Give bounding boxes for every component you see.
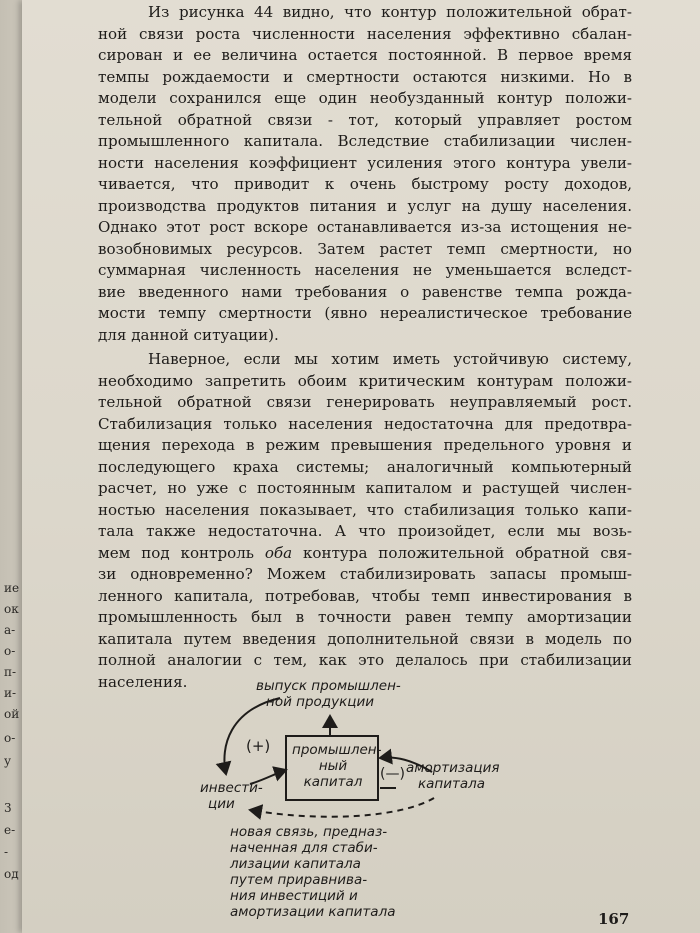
text-line: вие введенного нами требования о равенстве темпа рожда- <box>98 282 632 301</box>
body-text <box>98 2 632 693</box>
text-line: мем под контроль оба контура положительной обратной свя- <box>98 543 632 562</box>
new-link-label-line: ния инвестиций и <box>230 888 358 904</box>
text-line: последующего краха системы; аналогичный компьютерный <box>98 457 632 476</box>
text-line: ностью населения показывает, что стабилизация только капи- <box>98 500 632 519</box>
text-line: капитала путем введения дополнительной связи в модель по <box>98 629 632 648</box>
text-line: щения перехода в режим превышения предельного уровня и <box>98 436 632 454</box>
margin-fragment: п- <box>4 665 17 679</box>
text-line: промышленного капитала. Вследствие стабилизации числен- <box>98 132 632 150</box>
box-label-line: ный <box>318 758 348 774</box>
output-label-line: ной продукции <box>266 694 375 710</box>
facing-page-edge <box>0 0 20 933</box>
margin-fragment: е- <box>4 823 16 837</box>
emphasis: оба <box>264 543 293 562</box>
new-link-label-line: лизации капитала <box>230 856 361 872</box>
text-line: чивается, что приводит к очень быстрому росту доходов, <box>98 175 632 193</box>
margin-fragment: ок <box>4 602 19 616</box>
depreciation-label-line: капитала <box>418 776 486 792</box>
text-line: расчет, но уже с постоянным капиталом и растущей числен- <box>98 479 632 497</box>
text-line: Однако этот рост вскоре останавливается из-за истощения не- <box>98 218 632 236</box>
text-line: Наверное, если мы хотим иметь устойчивую систему, <box>148 350 632 368</box>
text-line: суммарная численность населения не уменьшается вследст- <box>98 261 632 279</box>
output-label-line: выпуск промышлен- <box>256 678 401 694</box>
paragraph-2 <box>98 349 632 693</box>
depreciation-label <box>406 760 499 792</box>
text-line: полной аналогии с тем, как это делалось при стабилизации <box>98 651 632 669</box>
margin-fragment: - <box>4 845 9 859</box>
text-line: Стабилизация только населения недостаточна для предотвра- <box>98 414 632 433</box>
investment-label-line: инвести- <box>200 780 263 796</box>
text-line: Из рисунка 44 видно, что контур положительной обрат- <box>148 3 632 21</box>
text-line: ной связи роста численности населения эффективно сбалан- <box>98 24 632 43</box>
text-line: возобновимых ресурсов. Затем растет темп смертности, но <box>98 239 632 258</box>
margin-fragment: у <box>4 754 12 768</box>
causal-loop-diagram <box>200 676 500 920</box>
text-line: необходимо запретить обоим критическим контурам положи- <box>98 371 632 390</box>
text-line: промышленность был в точности равен темпу амортизации <box>98 608 632 626</box>
margin-fragment: ие <box>4 581 20 595</box>
new-link-label-line: амортизации капитала <box>230 904 396 920</box>
margin-fragment: и- <box>4 686 17 700</box>
text-line: производства продуктов питания и услуг на душу населения. <box>98 196 632 215</box>
text-line: сирован и ее величина остается постоянной. В первое время <box>98 46 632 64</box>
box-label-line: капитал <box>303 774 363 790</box>
margin-fragment: о- <box>4 644 16 658</box>
text-line: зи одновременно? Можем стабилизировать запасы промыш- <box>98 565 632 583</box>
text-line: населения. <box>98 672 188 691</box>
depreciation-label-line: амортизация <box>406 760 500 776</box>
negative-sign: (—) <box>380 766 405 782</box>
margin-fragment: од <box>4 867 19 881</box>
output-label <box>256 678 401 710</box>
text-line: тала также недостаточна. А что произойдет, если мы возь- <box>98 522 632 540</box>
margin-fragment: а- <box>4 623 16 637</box>
margin-fragment: о- <box>4 731 16 745</box>
text-line: мости темпу смертности (явно нереалистическое требование <box>98 304 632 322</box>
margin-fragment: 3 <box>4 801 12 815</box>
new-link-label-line: наченная для стаби- <box>230 840 378 856</box>
margin-fragment: ой <box>4 707 20 721</box>
text-line: модели сохранился еще один необузданный контур положи- <box>98 89 632 107</box>
text-line: для данной ситуации). <box>98 325 279 344</box>
text-line: ности населения коэффициент усиления этого контура увели- <box>98 153 632 172</box>
box-label-line: промышлен- <box>292 742 382 758</box>
new-link-label-line: новая связь, предназ- <box>230 824 388 840</box>
paragraph-1 <box>98 2 632 346</box>
text-line: темпы рождаемости и смертности остаются низкими. Но в <box>98 67 632 86</box>
investment-label-line: ции <box>208 796 235 812</box>
page-number: 167 <box>598 910 630 928</box>
new-link-label-line: путем приравнива- <box>230 872 368 888</box>
investment-label <box>200 780 263 812</box>
book-page <box>22 0 700 933</box>
text-line: ленного капитала, потребовав, чтобы темп инвестирования в <box>98 586 632 605</box>
new-link-label <box>230 824 395 920</box>
text-line: тельной обратной связи - тот, который управляет ростом <box>98 110 632 129</box>
capital-box-label <box>292 742 382 790</box>
text-line: тельной обратной связи генерировать неуправляемый рост. <box>98 393 632 411</box>
positive-sign: (+) <box>246 737 271 755</box>
